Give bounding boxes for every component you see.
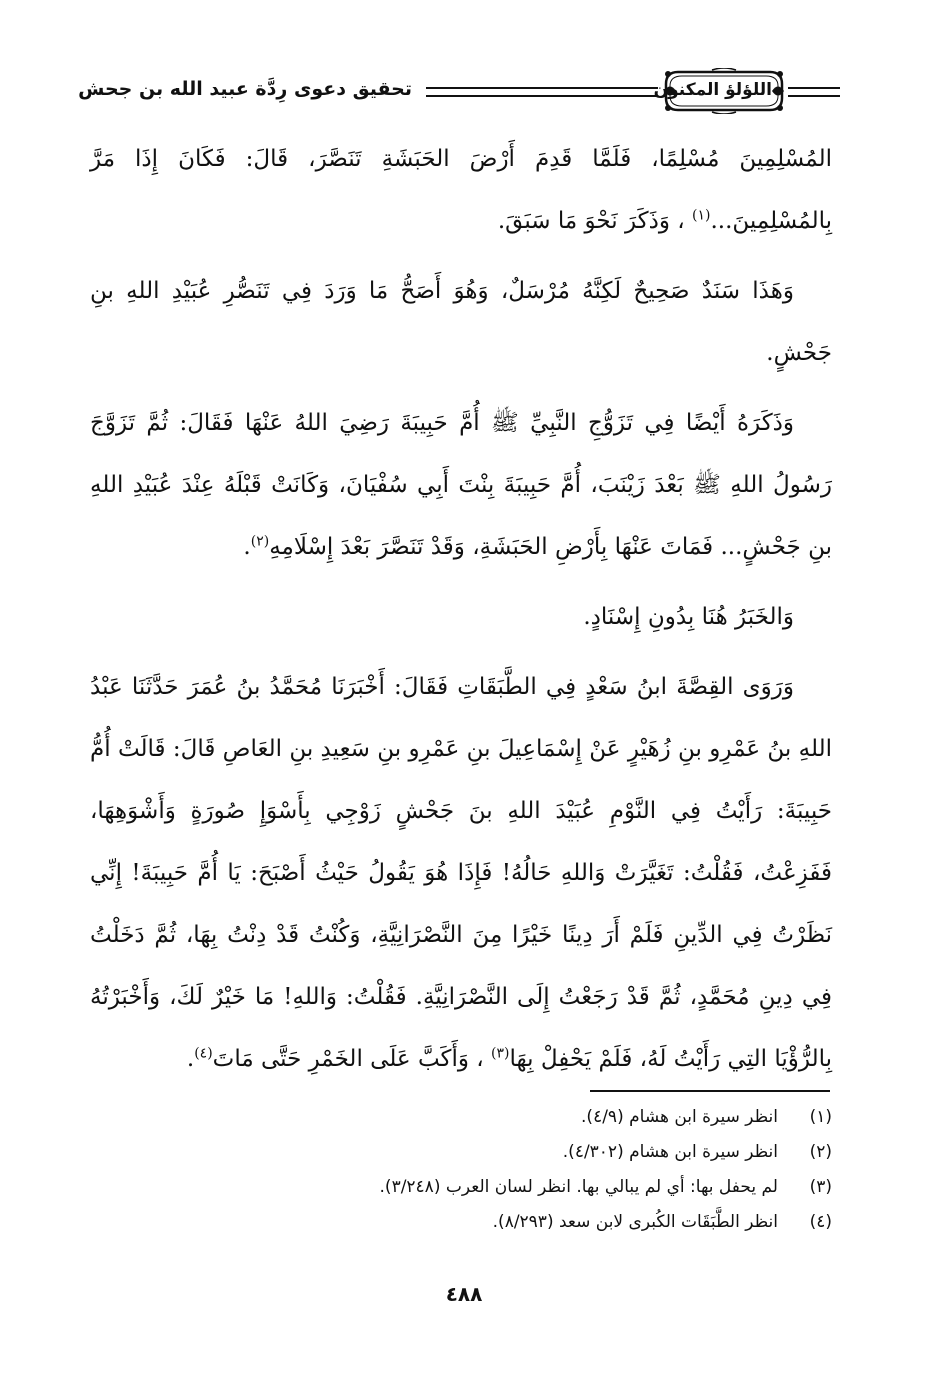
page-number: ٤٨٨ <box>445 1282 483 1306</box>
footnote-number: (٤) <box>809 1212 832 1232</box>
book-title: اللؤلؤ المكنون <box>653 80 772 100</box>
footnote-reference: (١) <box>692 207 711 224</box>
footnote <box>90 1100 832 1135</box>
footnote-text: انظر سيرة ابن هشام (٤/٣٠٢). <box>562 1142 778 1162</box>
footnote-number: (٢) <box>809 1142 832 1162</box>
footnote-number: (٣) <box>809 1177 832 1197</box>
footnote-text: انظر سيرة ابن هشام (٤/٩). <box>581 1107 778 1127</box>
paragraph-text: وَالخَبَرُ هُنَا بِدُونِ إِسْنَادٍ. <box>583 604 794 630</box>
footnote-text: لم يحفل بها: أي لم يبالي بها. انظر لسان العرب (٣/٢٤٨). <box>379 1177 778 1197</box>
footnote <box>90 1205 832 1240</box>
paragraph-text: وَهَذَا سَنَدٌ صَحِيحٌ لَكِنَّهُ مُرْسَلٌ، وَهُوَ أَصَحُّ مَا وَرَدَ فِي تَنَصُّرِ عُبَيْدِ اللهِ بنِ جَحْشٍ. <box>90 278 832 366</box>
paragraph-text: ، وَذَكَرَ نَحْوَ مَا سَبَقَ. <box>497 208 692 234</box>
footnote-separator <box>590 1090 830 1092</box>
paragraph-text: وَذَكَرَهُ أَيْضًا فِي تَزَوُّجِ النَّبِيِّ ﷺ أُمَّ حَبِيبَةَ رَضِيَ اللهُ عَنْهَا فَقَالَ: ثُمَّ تَزَوَّجَ رَسُولُ اللهِ ﷺ بَعْدَ زَيْنَبَ، أُمَّ حَبِيبَةَ بِنْتَ أَبِي سُفْيَانَ، وَكَانَتْ قَبْلَهُ عِنْدَ عُبَيْدِ اللهِ بنِ جَحْشٍ... فَمَاتَ عَنْهَا بِأَرْضِ الحَبَشَةِ، وَقَدْ تَنَصَّرَ بَعْدَ إِسْلَامِهِ <box>90 410 832 560</box>
main-text <box>90 128 832 1090</box>
footnote <box>90 1170 832 1205</box>
paragraph-text: المُسْلِمِينَ مُسْلِمًا، فَلَمَّا قَدِمَ أَرْضَ الحَبَشَةِ تَنَصَّرَ، قَالَ: فَكَانَ إِذَا مَرَّ بِالمُسْلِمِينَ... <box>90 146 832 234</box>
running-header <box>78 68 840 114</box>
paragraph <box>90 392 832 578</box>
footnote-text: انظر الطَّبَقَات الكُبرى لابن سعد (٨/٢٩٣). <box>492 1212 778 1232</box>
paragraph <box>90 656 832 1090</box>
paragraph-text: وَرَوَى القِصَّةَ ابنُ سَعْدٍ فِي الطَّبَقَاتِ فَقَالَ: أَخْبَرَنَا مُحَمَّدُ بنُ عُمَرَ حَدَّثَنَا عَبْدُ اللهِ بنُ عَمْرِو بنِ زُهَيْرٍ عَنْ إِسْمَاعِيلَ بنِ عَمْرِو بنِ سَعِيدِ بنِ العَاصِ قَالَ: قَالَتْ أُمُّ حَبِيبَةَ: رَأَيْتُ فِي النَّوْمِ عُبَيْدَ اللهِ بنَ جَحْشٍ زَوْجِي بِأَسْوَإِ صُورَةٍ وَأَشْوَهِهَا، فَفَزِعْتُ، فَقُلْتُ: تَغَيَّرَتْ وَاللهِ حَالُهُ! فَإِذَا هُوَ يَقُولُ حَيْثُ أَصْبَحَ: يَا أُمَّ حَبِيبَةَ! إِنِّي نَظَرْتُ فِي الدِّينِ فَلَمْ أَرَ دِينًا خَيْرًا مِنَ النَّصْرَانِيَّةِ، وَكُنْتُ قَدْ دِنْتُ بِهَا، ثُمَّ دَخَلْتُ فِي دِينِ مُحَمَّدٍ، ثُمَّ قَدْ رَجَعْتُ إِلَى النَّصْرَانِيَّةِ. فَقُلْتُ: وَاللهِ! مَا خَيْرٌ لَكَ، وَأَخْبَرْتُهُ بِالرُّؤْيَا التِي رَأَيْتُ لَهُ، فَلَمْ يَحْفِلْ بِهَا <box>90 674 832 1072</box>
paragraph <box>90 586 832 648</box>
footnote-reference: (٢) <box>250 533 270 550</box>
footnotes <box>90 1100 832 1240</box>
paragraph-text: ، وَأَكَبَّ عَلَى الخَمْرِ حَتَّى مَاتَ <box>212 1046 492 1072</box>
book-title-ornament <box>653 68 786 114</box>
paragraph-text: . <box>186 1046 195 1072</box>
footnote-reference: (٤) <box>194 1045 213 1062</box>
paragraph <box>90 260 832 384</box>
footnote <box>90 1135 832 1170</box>
header-rule-right <box>788 87 840 97</box>
header-rule-left <box>426 87 658 97</box>
footnote-number: (١) <box>809 1107 832 1127</box>
chapter-title: تحقيق دعوى رِدَّة عبيد الله بن جحش <box>78 78 412 100</box>
paragraph <box>90 128 832 252</box>
paragraph-text: . <box>243 534 251 560</box>
footnote-reference: (٣) <box>491 1045 510 1062</box>
